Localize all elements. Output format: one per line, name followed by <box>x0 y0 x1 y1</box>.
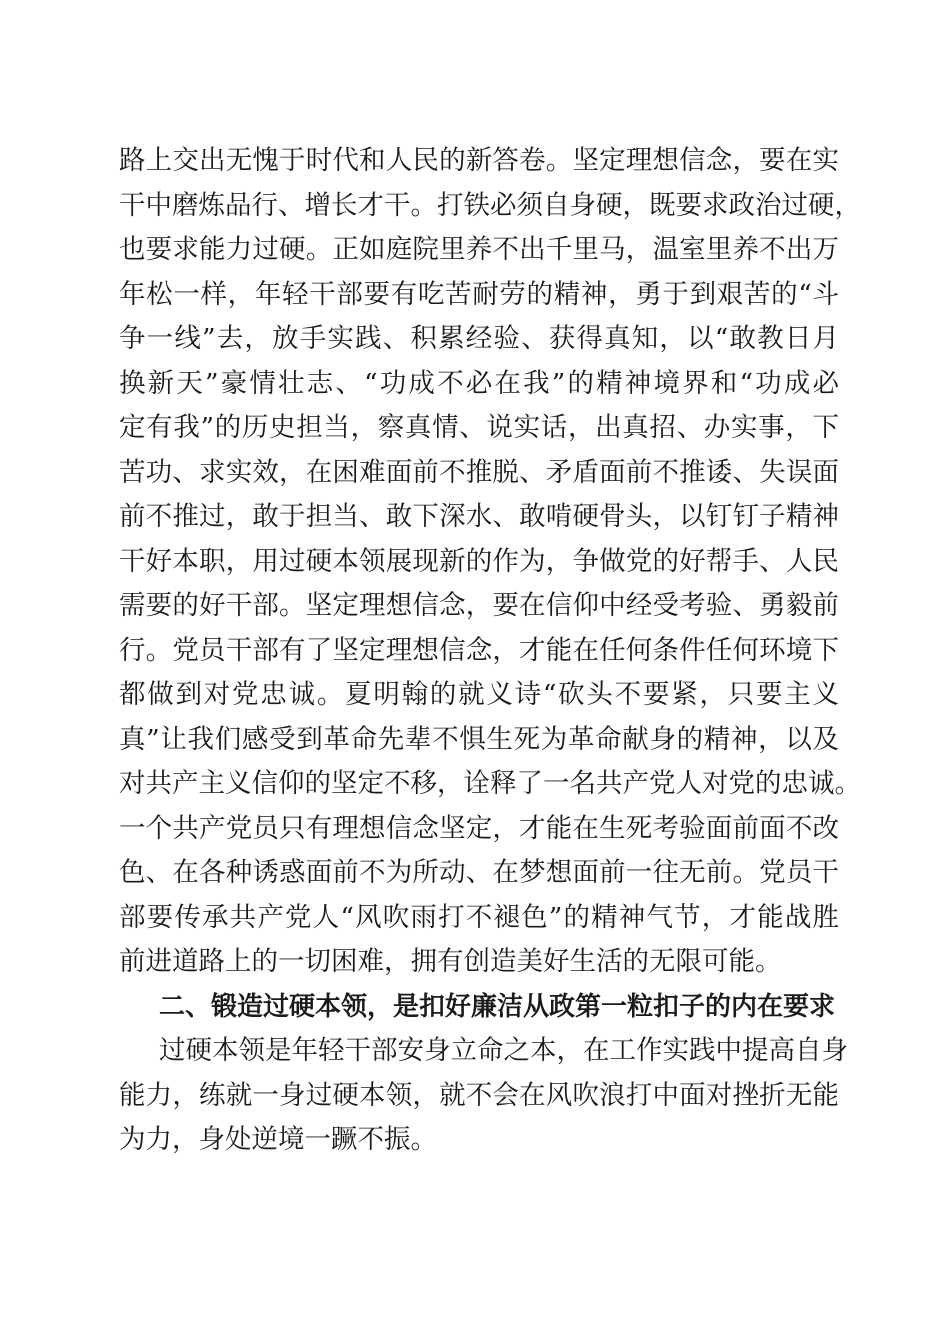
paragraph-line: 部要传承共产党人“风吹雨打不褪色”的精神气节，才能战胜 <box>119 901 839 933</box>
section-heading: 二、锻造过硬本领，是扣好廉洁从政第一粒扣子的内在要求 <box>159 991 836 1022</box>
paragraph-line: 干好本职，用过硬本领展现新的作为，争做党的好帮手、人民 <box>119 545 839 577</box>
paragraph-line: 争一线”去，放手实践、积累经验、获得真知，以“敢教日月 <box>119 323 839 354</box>
document-body <box>119 139 861 1163</box>
paragraph-line: 都做到对党忠诚。夏明翰的就义诗“砍头不要紧，只要主义 <box>119 679 839 710</box>
paragraph-line: 路上交出无愧于时代和人民的新答卷。坚定理想信念，要在实 <box>119 145 839 176</box>
paragraph-line: 定有我”的历史担当，察真情、说实话，出真招、办实事，下 <box>119 412 839 443</box>
paragraph-line: 需要的好干部。坚定理想信念，要在信仰中经受考验、勇毅前 <box>119 590 839 621</box>
paragraph-line: 苦功、求实效，在困难面前不推脱、矛盾面前不推诿、失误面 <box>119 456 839 488</box>
paragraph-line: 前不推过，敢于担当、敢下深水、敢啃硬骨头，以钉钉子精神 <box>119 501 839 532</box>
paragraph-line: 一个共产党员只有理想信念坚定，才能在生死考验面前面不改 <box>119 812 839 844</box>
paragraph-line: 换新天”豪情壮志、“功成不必在我”的精神境界和“功成必 <box>119 367 839 399</box>
paragraph-line: 过硬本领是年轻干部安身立命之本，在工作实践中提高自身 <box>159 1035 848 1066</box>
paragraph-line: 真”让我们感受到革命先辈不惧生死为革命献身的精神，以及 <box>119 723 839 755</box>
paragraph-line: 前进道路上的一切困难，拥有创造美好生活的无限可能。 <box>119 946 782 977</box>
paragraph-line: 行。党员干部有了坚定理想信念，才能在任何条件任何环境下 <box>119 634 839 666</box>
paragraph-line: 为力，身处逆境一蹶不振。 <box>119 1124 437 1155</box>
paragraph-line: 也要求能力过硬。正如庭院里养不出千里马，温室里养不出万 <box>119 234 839 265</box>
paragraph-line: 对共产主义信仰的坚定不移，诠释了一名共产党人对党的忠诚。 <box>119 768 861 799</box>
paragraph-line: 色、在各种诱惑面前不为所动、在梦想面前一往无前。党员干 <box>119 857 839 888</box>
paragraph-line: 年松一样，年轻干部要有吃苦耐劳的精神，勇于到艰苦的“斗 <box>119 278 839 310</box>
paragraph-line: 干中磨炼品行、增长才干。打铁必须自身硬，既要求政治过硬， <box>119 189 861 221</box>
paragraph-line: 能力，练就一身过硬本领，就不会在风吹浪打中面对挫折无能 <box>119 1079 839 1111</box>
